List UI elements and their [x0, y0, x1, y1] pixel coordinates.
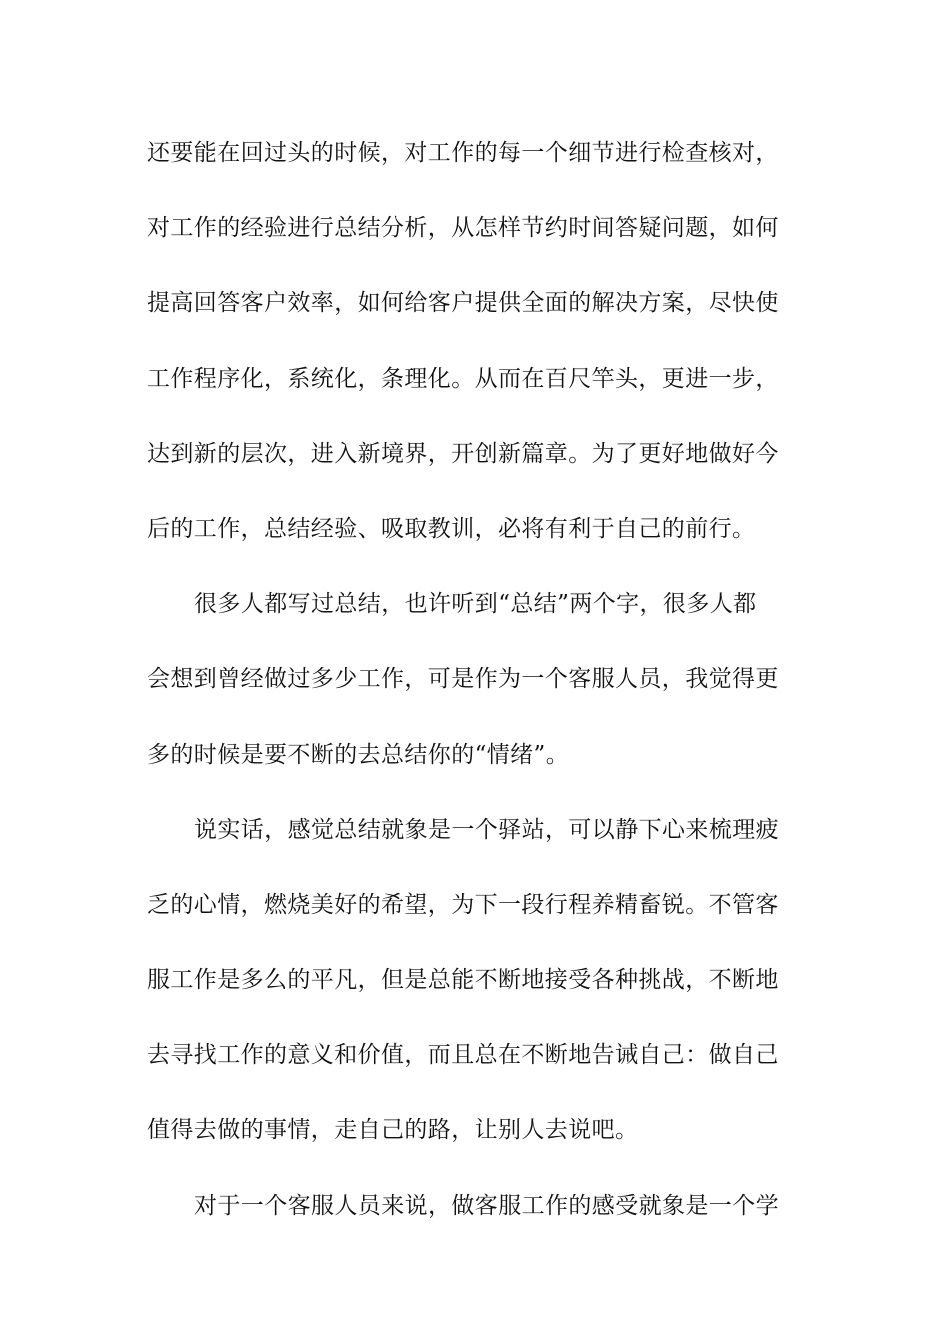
paragraph-start-line: 对于一个客服人员来说，做客服工作的感受就象是一个学 — [194, 1192, 779, 1219]
text-line: 值得去做的事情，走自己的路，让别人去说吧。 — [147, 1117, 639, 1144]
text-line: 服工作是多么的平凡，但是总能不断地接受各种挑战，不断地 — [147, 967, 779, 994]
text-line: 对工作的经验进行总结分析，从怎样节约时间答疑问题，如何 — [147, 215, 779, 242]
paragraph-start-line: 很多人都写过总结，也许听到“总结”两个字，很多人都 — [194, 591, 757, 618]
text-line: 还要能在回过头的时候，对工作的每一个细节进行检查核对， — [147, 140, 779, 166]
text-line: 工作程序化，系统化，条理化。从而在百尺竿头，更进一步， — [147, 365, 779, 392]
paragraph-start-line: 说实话，感觉总结就象是一个驿站，可以静下心来梳理疲 — [194, 816, 779, 843]
text-line: 乏的心情，燃烧美好的希望，为下一段行程养精畜锐。不管客 — [147, 891, 779, 918]
text-line: 提高回答客户效率，如何给客户提供全面的解决方案，尽快使 — [147, 290, 779, 317]
text-line: 多的时候是要不断的去总结你的“情绪”。 — [147, 741, 570, 768]
text-line: 会想到曾经做过多少工作，可是作为一个客服人员，我觉得更 — [147, 666, 779, 693]
text-line: 达到新的层次，进入新境界，开创新篇章。为了更好地做好今 — [147, 440, 779, 467]
text-line: 去寻找工作的意义和价值，而且总在不断地告诫自己：做自己 — [147, 1042, 779, 1069]
body-text — [147, 131, 807, 1259]
text-line: 后的工作，总结经验、吸取教训，必将有利于自己的前行。 — [147, 515, 756, 542]
